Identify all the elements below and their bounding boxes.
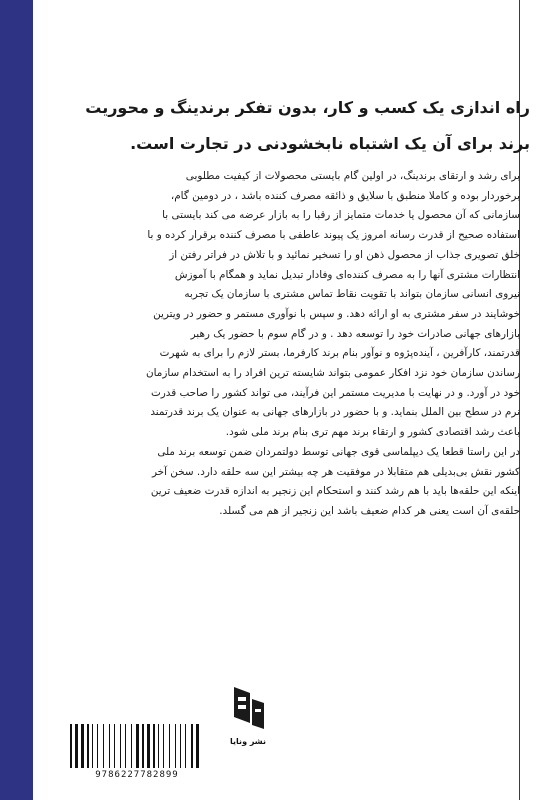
text-line: انتظارات مشتری آنها را به مصرف کننده‌ای وفادار تبدیل نماید و همگام با آموزش (174, 268, 520, 281)
isbn-number: 9786227782899 (95, 770, 179, 780)
barcode-bar (191, 724, 193, 768)
barcode-bar (97, 724, 98, 768)
text-line: رساندن سازمان خود نزد افکار عمومی بتواند شایسته ترین افراد را به استخدام سازمان (145, 367, 520, 380)
text-line: نیروی انسانی سازمان بتواند با تقویت نقاط تماس مشتری با سازمان یک تجربه (184, 288, 520, 301)
barcode-bar (109, 724, 110, 768)
publisher-name: نشر ونایا (230, 737, 266, 746)
text-line: قدرتمند، کارآفرین ، آینده‌پژوه و نوآور بنام برند کارفرما، بستر لازم را برای به شهرت (159, 347, 520, 360)
text-line: بازارهای جهانی صادرات خود را توسعه دهد . و در گام سوم با حضور یک رهبر (190, 327, 520, 340)
text-line: خود در آورد. و در نهایت با مدیریت مستمر این فرآیند، می تواند کشور را صاحب قدرت (150, 386, 520, 399)
barcode-bar (185, 724, 186, 768)
headline-line-1: راه اندازی یک کسب و کار، بدون تفکر برندینگ و محوریت (85, 98, 530, 117)
text-line: خوشایند در سفر مشتری به او ارائه دهد. و سپس با نوآوری مستمر و حضور در ویترین (153, 307, 520, 320)
text-line: برای رشد و ارتقای برندینگ، در اولین گام بایستی محصولات از کیفیت مطلوبی (185, 170, 520, 182)
barcode-bar (81, 724, 84, 768)
text-line: سازمانی که آن محصول یا خدمات متمایز از رقبا را به بازار عرضه می کند بایستی با (162, 209, 520, 222)
headline-line-2: برند برای آن یک اشتباه نابخشودنی در تجارت است. (130, 134, 530, 153)
barcode-bar (153, 724, 155, 768)
text-line: کشور نقش بی‌بدیلی هم متقابلا در موفقیت هر چه بیشتر این سه حلقه دارد. سخن آخر (151, 465, 520, 478)
barcode-bar (147, 724, 150, 768)
publisher-logo-icon (228, 683, 268, 733)
barcode-bar (75, 724, 78, 768)
barcode-bar (158, 724, 159, 768)
blurb-paragraph-2 (88, 443, 520, 522)
barcode-bar (180, 724, 181, 768)
barcode-bar (103, 724, 104, 768)
barcode-bar (70, 724, 72, 768)
barcode-bar (125, 724, 126, 768)
barcode-bar (131, 724, 132, 768)
text-line: در این راستا قطعا یک دیپلماسی قوی جهانی توسط دولتمردان ضمن توسعه برند ملی (157, 445, 520, 458)
barcode-bar (142, 724, 144, 768)
blurb-text (88, 167, 520, 522)
text-line: باعث رشد اقتصادی کشور و ارتقاء برند مهم تری بنام برند ملی شود. (225, 426, 520, 439)
text-line: خلق تصویری جذاب از محصول ذهن او را تسخیر نمائید و با تلاش در فراتر رفتن از (169, 248, 520, 261)
barcode-bar (169, 724, 170, 768)
text-line: استفاده صحیح از قدرت رسانه امروز یک پیوند عاطفی با مصرف کننده برقرار کرده و با (147, 229, 520, 242)
isbn-barcode (66, 722, 208, 770)
barcode-bar (163, 724, 164, 768)
barcode-bar (120, 724, 121, 768)
barcode-bar (196, 724, 199, 768)
text-line: برخوردار بوده و کاملا منطبق با سلایق و ذائقه مصرف کننده باشد ، در دومین گام، (170, 189, 520, 202)
barcode-bar (175, 724, 176, 768)
back-cover-headline (70, 90, 530, 162)
text-line: اینکه این حلقه‌ها باید با هم رشد کنند و استحکام این زنجیر به اندازه قدرت ضعیف ترین (150, 485, 520, 498)
barcode-bar (136, 724, 139, 768)
barcode-bar (87, 724, 89, 768)
barcode-bar (92, 724, 93, 768)
text-line: حلقه‌ی آن است یعنی هر کدام ضعیف باشد این زنجیر از هم می گسلد. (219, 504, 520, 517)
blurb-paragraph-1 (88, 167, 520, 443)
barcode-bar (114, 724, 115, 768)
blue-spine-band (0, 0, 33, 800)
text-line: نرم در سطح بین الملل بنماید. و با حضور در بازارهای جهانی به عنوان یک برند قدرتمند (150, 406, 520, 419)
